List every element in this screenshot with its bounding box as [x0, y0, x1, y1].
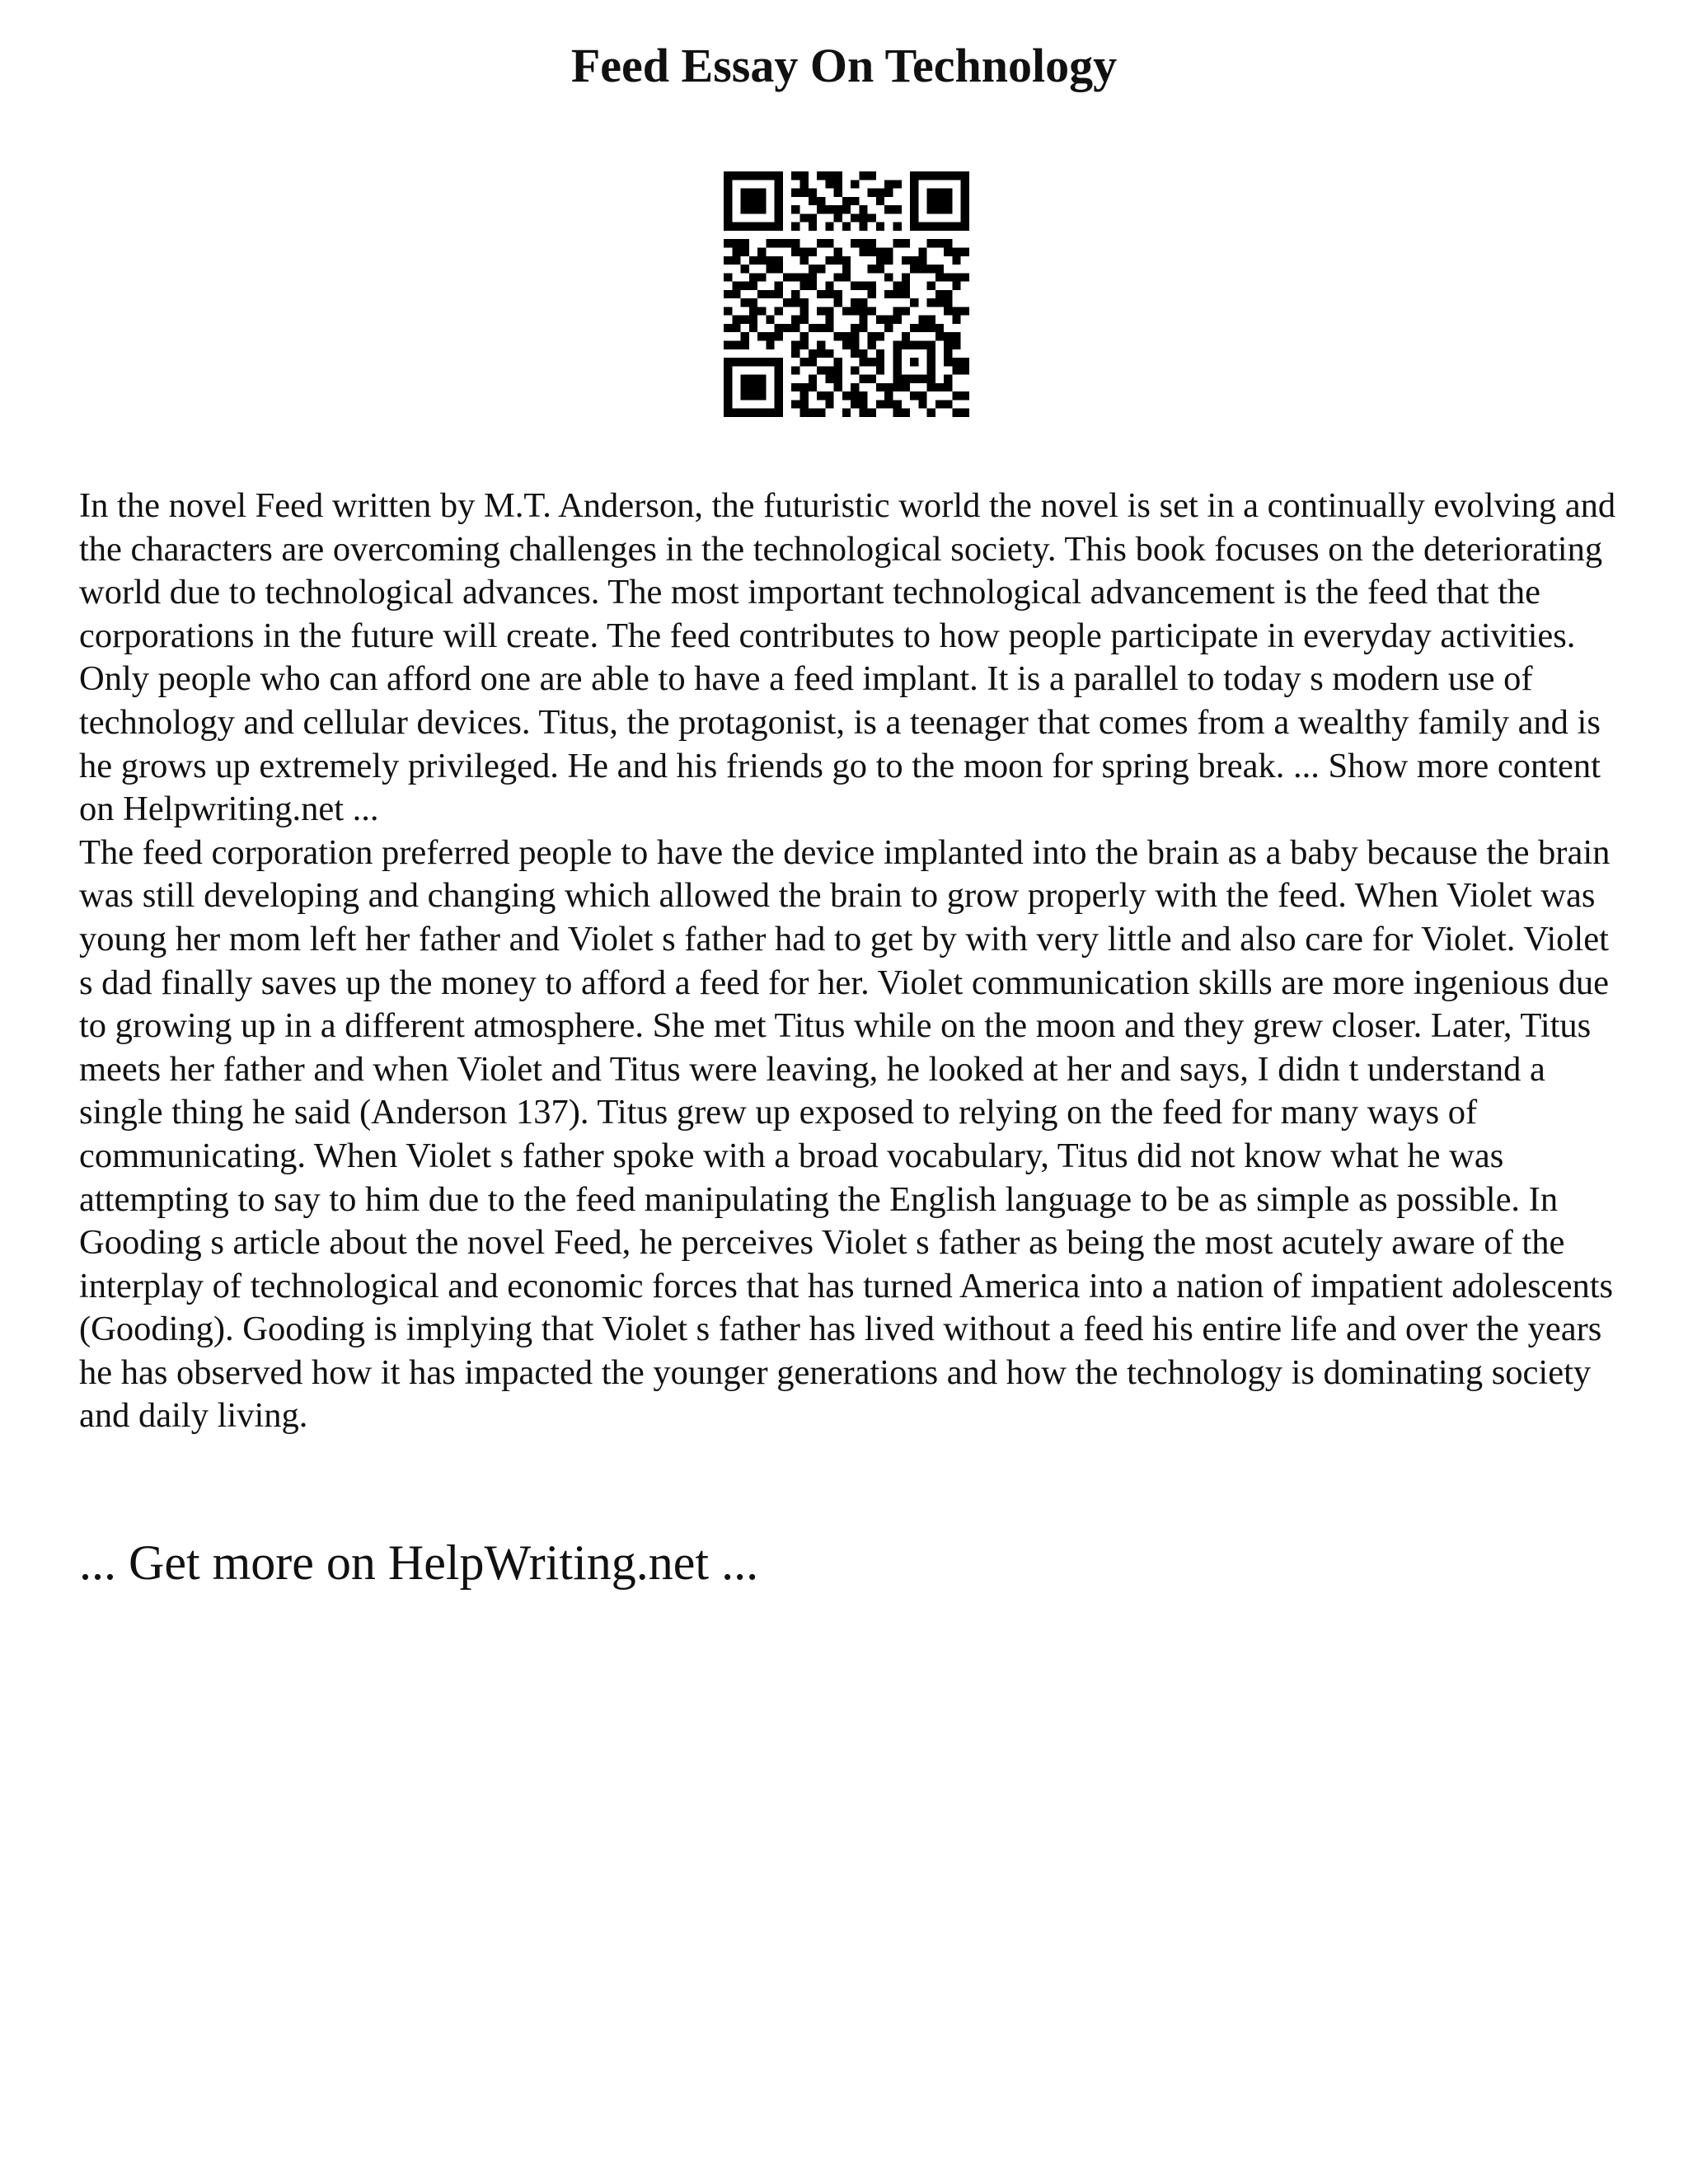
essay-paragraph-1: In the novel Feed written by M.T. Anderson, the futuristic world the novel is set in a continually evolving and the characters are overcoming challenges in the technological society. This book focuses on the deteriorating world due to technological advances. The most important technological advancement is the feed that the corporations in the future will create. The feed contributes to how people participate in everyday activities. Only people who can afford one are able to have a feed implant. It is a parallel to today s modern use of technology and cellular devices. Titus, the protagonist, is a teenager that comes from a wealthy family and is he grows up extremely privileged. He and his friends go to the moon for spring break. ... Show more content on Helpwriting.net ...: [79, 486, 1616, 829]
get-more-link[interactable]: ... Get more on HelpWriting.net ...: [79, 1535, 759, 1590]
qr-code-icon: [724, 171, 969, 417]
document-title: Feed Essay On Technology: [570, 39, 1118, 92]
essay-paragraph-2: The feed corporation preferred people to have the device implanted into the brain as a baby because the brain was still developing and changing which allowed the brain to grow properly with the feed. When Violet was young her mom left her father and Violet s father had to get by with very little and also care for Violet. Violet s dad finally saves up the money to afford a feed for her. Violet communication skills are more ingenious due to growing up in a different atmosphere. She met Titus while on the moon and they grew closer. Later, Titus meets her father and when Violet and Titus were leaving, he looked at her and says, I didn t understand a single thing he said (Anderson 137). Titus grew up exposed to relying on the feed for many ways of communicating. When Violet s father spoke with a broad vocabulary, Titus did not know what he was attempting to say to him due to the feed manipulating the English language to be as simple as possible. In Gooding s article about the novel Feed, he perceives Violet s father as being the most acutely aware of the interplay of technological and economic forces that has turned America into a nation of impatient adolescents (Gooding). Gooding is implying that Violet s father has lived without a feed his entire life and over the years he has observed how it has impacted the younger generations and how the technology is dominating society and daily living.: [79, 832, 1614, 1436]
essay-body: [79, 485, 1629, 1438]
